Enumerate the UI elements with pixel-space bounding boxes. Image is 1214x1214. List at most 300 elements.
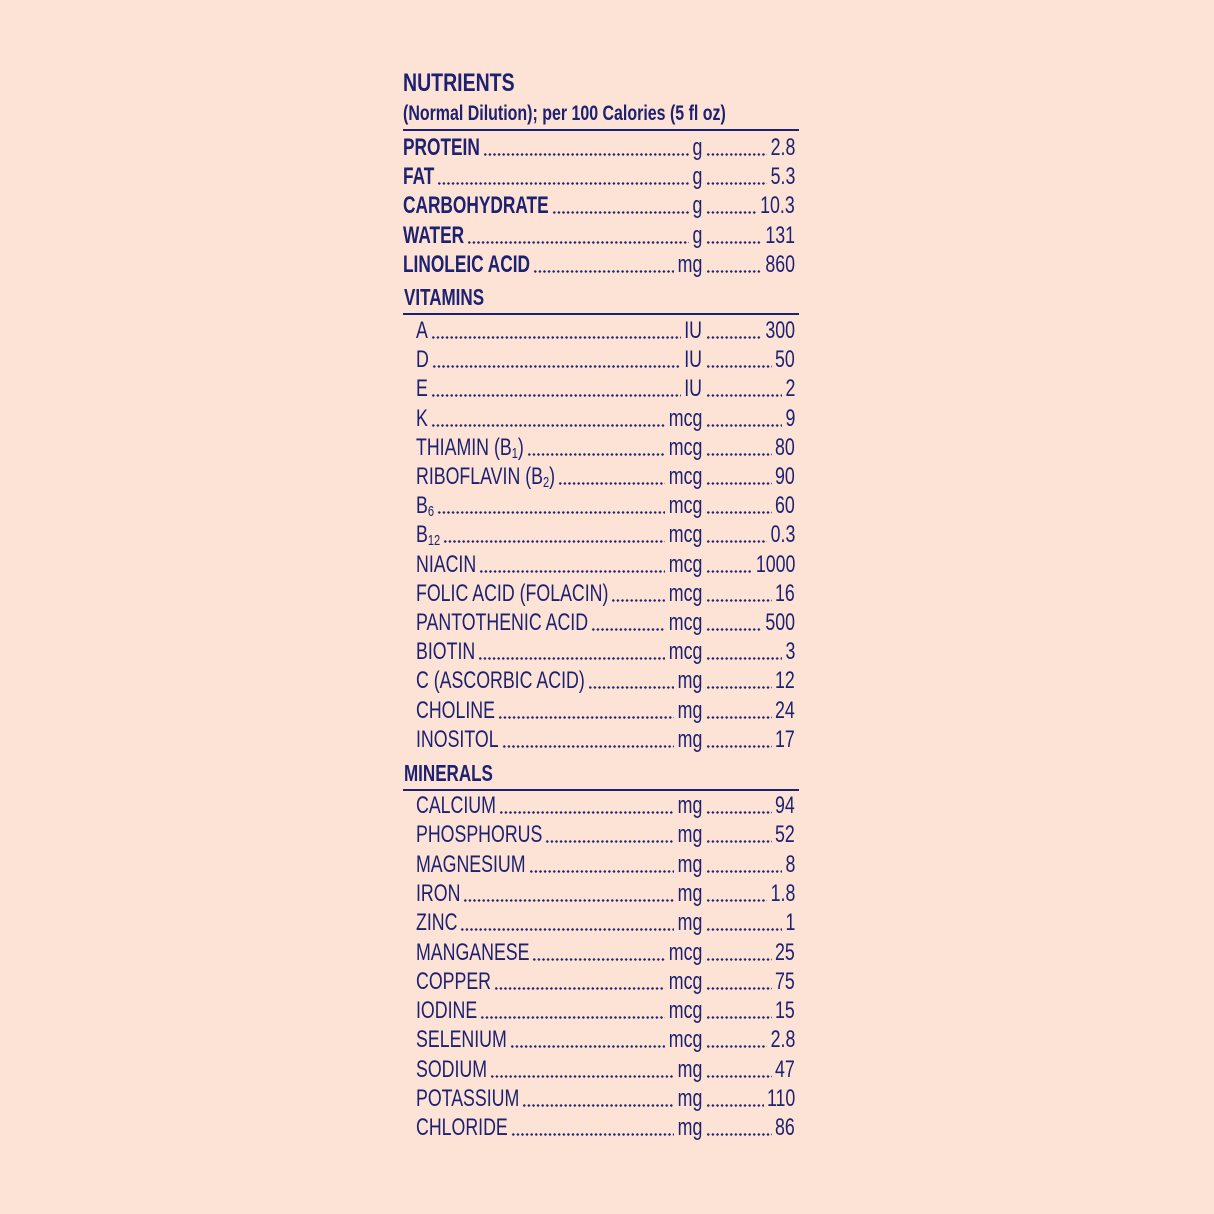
nutrient-row: [403, 1056, 795, 1084]
nutrient-value: [768, 792, 795, 820]
leader-dots: [443, 540, 665, 543]
nutrient-row: [403, 521, 795, 549]
subscript: 2: [542, 474, 550, 491]
nutrient-value: [782, 851, 795, 879]
unit-label: [669, 792, 702, 820]
nutrient-row: [403, 638, 795, 666]
unit-label: [678, 346, 702, 374]
unit-label: [669, 1085, 702, 1113]
nutrient-name: [403, 163, 447, 191]
value-text: 86: [775, 1114, 795, 1142]
value-text: 52: [775, 821, 795, 849]
nutrient-label: [416, 609, 588, 637]
name-text: D: [416, 346, 429, 374]
name-text: B: [416, 492, 428, 520]
leader-dots: [706, 182, 767, 185]
nutrient-value: [768, 697, 795, 725]
leader-dots: [706, 657, 782, 660]
nutrient-name: [416, 317, 432, 345]
nutrient-label: [416, 792, 496, 820]
nutrient-name: [416, 851, 564, 879]
leader-dots: [431, 336, 681, 339]
divider: [403, 129, 799, 131]
leader-dots: [706, 336, 762, 339]
nutrient-row: [403, 609, 795, 637]
leader-dots: [591, 628, 665, 631]
section-heading: [404, 759, 524, 787]
leader-dots: [706, 987, 772, 990]
nutrient-value: [768, 939, 795, 967]
leader-dots: [706, 628, 762, 631]
leader-dots: [706, 482, 772, 485]
unit-text: mg: [677, 667, 702, 695]
unit-text: g: [692, 134, 702, 161]
unit-text: IU: [684, 317, 702, 344]
unit-label: [669, 697, 702, 725]
name-text: K: [416, 404, 428, 432]
name-text: THIAMIN (B: [416, 433, 512, 461]
unit-label: [657, 463, 702, 491]
leader-dots: [706, 394, 782, 397]
value-text: 2: [785, 375, 795, 403]
unit-text: IU: [684, 346, 702, 374]
value-text: 8: [785, 850, 795, 878]
name-text: MAGNESIUM: [416, 850, 526, 878]
leader-dots: [706, 599, 772, 602]
unit-label: [669, 880, 702, 908]
unit-text: mcg: [668, 550, 702, 578]
unit-label: [657, 580, 702, 608]
leader-dots: [532, 958, 665, 961]
nutrient-label: [416, 1026, 507, 1054]
nutrient-row: [403, 492, 795, 520]
unit-text: mg: [677, 879, 702, 907]
nutrient-row: [403, 667, 795, 695]
nutrient-row: [403, 1085, 795, 1113]
leader-dots: [533, 270, 674, 273]
leader-dots: [706, 1075, 772, 1078]
section-heading-text: MINERALS: [404, 760, 493, 786]
value-text: 5.3: [770, 163, 795, 190]
leader-dots: [706, 1016, 772, 1019]
leader-dots: [432, 365, 681, 368]
unit-text: mcg: [668, 1026, 702, 1054]
nutrient-label: [403, 134, 480, 162]
value-text: 12: [775, 667, 795, 695]
nutrient-row: [403, 222, 795, 250]
unit-text: mcg: [668, 463, 702, 490]
leader-dots: [706, 211, 757, 214]
name-text: CHOLINE: [416, 696, 495, 724]
value-text: 500: [765, 609, 795, 636]
value-text: 3: [785, 638, 795, 666]
nutrient-label: [416, 851, 526, 879]
leader-dots: [511, 1133, 675, 1136]
nutrient-value: [762, 1026, 795, 1054]
leader-dots: [479, 570, 665, 573]
subscript: 12: [427, 532, 441, 550]
unit-text: g: [692, 222, 702, 249]
leader-dots: [480, 1016, 665, 1019]
leader-dots: [706, 840, 772, 843]
nutrient-value: [762, 163, 795, 191]
nutrient-row: [403, 880, 795, 908]
nutrient-label: [416, 667, 585, 695]
unit-text: mg: [677, 909, 702, 937]
nutrient-name: [403, 251, 579, 279]
nutrient-label: [416, 909, 457, 937]
nutrient-value: [768, 968, 795, 996]
nutrient-name: [416, 375, 432, 403]
value-text: 24: [775, 696, 795, 724]
unit-text: mg: [677, 1055, 702, 1083]
value-text: 15: [775, 997, 795, 1025]
name-text: LINOLEIC ACID: [403, 251, 531, 278]
nutrient-name: [416, 968, 517, 996]
name-text: SODIUM: [416, 1055, 488, 1083]
value-text: 1.8: [770, 879, 795, 907]
nutrient-row: [403, 1026, 795, 1054]
unit-text: mg: [677, 696, 702, 724]
name-text: INOSITOL: [416, 725, 499, 753]
name-text: NIACIN: [416, 550, 477, 578]
unit-text: mg: [677, 251, 702, 278]
nutrient-label: [403, 192, 549, 220]
leader-dots: [437, 511, 665, 514]
nutrient-name: [416, 997, 499, 1025]
nutrient-value: [768, 580, 795, 608]
section-heading-text: VITAMINS: [404, 284, 485, 310]
nutrient-value: [755, 317, 795, 345]
leader-dots: [545, 840, 674, 843]
value-text: 60: [775, 492, 795, 520]
nutrient-name: [416, 880, 476, 908]
nutrient-label: [416, 939, 529, 967]
unit-label: [657, 939, 702, 967]
leader-dots: [706, 540, 767, 543]
leader-dots: [558, 482, 665, 485]
nutrient-value: [782, 638, 795, 666]
unit-label: [657, 997, 702, 1025]
leader-dots: [706, 453, 772, 456]
value-text: 47: [775, 1055, 795, 1083]
unit-text: mg: [677, 850, 702, 878]
unit-text: mcg: [668, 404, 702, 432]
nutrient-value: [762, 521, 795, 549]
leader-dots: [706, 716, 772, 719]
name-text: CALCIUM: [416, 792, 496, 819]
name-suffix: ): [517, 433, 524, 461]
value-text: 16: [775, 579, 795, 607]
section-heading: [404, 283, 512, 311]
leader-dots: [706, 928, 782, 931]
nutrient-label: [403, 251, 530, 279]
name-text: MANGANESE: [416, 938, 530, 966]
leader-dots: [460, 928, 674, 931]
leader-dots: [529, 870, 675, 873]
nutrient-label: [416, 1056, 487, 1084]
value-text: 75: [775, 967, 795, 995]
nutrient-row: [403, 251, 795, 279]
name-text: IODINE: [416, 997, 478, 1025]
name-text: ZINC: [416, 909, 458, 937]
nutrient-value: [768, 1114, 795, 1142]
unit-text: mg: [677, 1114, 702, 1142]
leader-dots: [706, 365, 772, 368]
name-text: E: [416, 375, 428, 403]
name-text: FAT: [403, 163, 435, 190]
value-text: 9: [785, 404, 795, 432]
name-text: WATER: [403, 222, 465, 249]
value-text: 860: [765, 251, 795, 278]
nutrient-label: [403, 222, 464, 250]
name-text: A: [416, 317, 428, 344]
leader-dots: [437, 182, 689, 185]
nutrient-label: [416, 726, 499, 754]
nutrient-row: [403, 909, 795, 937]
unit-label: [657, 609, 702, 637]
nutrient-name: [416, 609, 648, 637]
unit-text: g: [692, 192, 702, 219]
name-text: CHLORIDE: [416, 1114, 508, 1142]
subscript: 6: [427, 503, 435, 521]
nutrient-label: [416, 638, 475, 666]
nutrient-name: [403, 192, 605, 220]
unit-text: IU: [684, 375, 702, 403]
unit-label: [657, 434, 702, 462]
leader-dots: [706, 241, 762, 244]
value-text: 94: [775, 792, 795, 819]
unit-label: [689, 163, 702, 191]
unit-text: g: [692, 163, 702, 190]
nutrient-row: [403, 551, 795, 579]
leader-dots: [490, 1075, 674, 1078]
name-text: POTASSIUM: [416, 1085, 520, 1112]
nutrient-row: [403, 463, 795, 491]
unit-text: mcg: [668, 609, 702, 636]
nutrient-name: [416, 346, 433, 374]
unit-label: [669, 821, 702, 849]
nutrient-label: [416, 551, 476, 579]
value-text: 80: [775, 433, 795, 461]
unit-label: [669, 667, 702, 695]
nutrient-name: [416, 1056, 512, 1084]
unit-label: [669, 1114, 702, 1142]
leader-dots: [706, 424, 782, 427]
nutrient-row: [403, 580, 795, 608]
name-text: IRON: [416, 879, 461, 907]
nutrient-name: [416, 667, 644, 695]
nutrient-value: [782, 375, 795, 403]
nutrient-name: [416, 821, 587, 849]
leader-dots: [706, 1045, 767, 1048]
value-text: 1: [785, 909, 795, 937]
leader-dots: [498, 716, 674, 719]
nutrient-value: [782, 909, 795, 937]
leader-dots: [467, 241, 689, 244]
unit-label: [669, 726, 702, 754]
nutrient-label: [416, 968, 491, 996]
leader-dots: [510, 1045, 666, 1048]
subscript: 1: [511, 444, 518, 462]
value-text: 50: [775, 346, 795, 374]
value-text: 300: [765, 317, 795, 344]
name-text: B: [416, 521, 428, 549]
nutrient-value: [768, 1056, 795, 1084]
value-text: 110: [766, 1085, 795, 1112]
unit-label: [657, 405, 702, 433]
nutrient-value: [768, 434, 795, 462]
nutrient-label: [416, 1114, 508, 1142]
nutrient-value: [768, 492, 795, 520]
nutrient-name: [403, 222, 488, 250]
nutrient-name: [416, 1026, 539, 1054]
unit-label: [657, 1026, 702, 1054]
nutrient-label: [416, 375, 428, 403]
nutrient-row: [403, 792, 795, 820]
nutrient-name: [403, 134, 510, 162]
nutrient-name: [416, 939, 569, 967]
name-text: PANTOTHENIC ACID: [416, 609, 589, 636]
leader-dots: [494, 987, 665, 990]
unit-label: [669, 251, 702, 279]
nutrient-row: [403, 726, 795, 754]
leader-dots: [706, 1104, 764, 1107]
unit-text: mcg: [668, 997, 702, 1025]
nutrient-label: [416, 697, 495, 725]
name-text: PHOSPHORUS: [416, 821, 543, 849]
unit-label: [657, 551, 702, 579]
leader-dots: [706, 870, 782, 873]
nutrient-row: [403, 434, 795, 462]
nutrient-row: [403, 1114, 795, 1142]
nutrient-value: [768, 463, 795, 491]
nutrient-name: [416, 638, 496, 666]
value-text: 2.8: [770, 1026, 795, 1054]
nutrient-name: [416, 726, 528, 754]
leader-dots: [552, 211, 690, 214]
leader-dots: [706, 1133, 772, 1136]
leader-dots: [706, 511, 772, 514]
value-text: 131: [765, 222, 795, 249]
unit-label: [689, 192, 702, 220]
name-text: RIBOFLAVIN (B: [416, 463, 543, 490]
nutrient-value: [768, 346, 795, 374]
nutrient-row: [403, 997, 795, 1025]
unit-text: mcg: [668, 492, 702, 520]
name-text: CARBOHYDRATE: [403, 192, 549, 219]
unit-text: mcg: [668, 579, 702, 607]
value-text: 0.3: [770, 521, 795, 549]
nutrient-label: [416, 880, 460, 908]
unit-label: [669, 909, 702, 937]
nutrient-value: [755, 222, 795, 250]
nutrient-value: [768, 997, 795, 1025]
unit-label: [657, 638, 702, 666]
value-text: 10.3: [760, 192, 795, 219]
unit-text: mg: [677, 1085, 702, 1112]
value-text: 1000: [755, 550, 795, 578]
nutrient-row: [403, 163, 795, 191]
nutrient-name: [416, 909, 472, 937]
unit-text: mcg: [668, 521, 702, 549]
unit-text: mg: [677, 725, 702, 753]
panel-subtitle: (Normal Dilution); per 100 Calories (5 fl oz): [403, 102, 726, 125]
leader-dots: [502, 745, 675, 748]
nutrient-label: [416, 317, 428, 345]
value-text: 90: [775, 463, 795, 490]
nutrient-row: [403, 405, 795, 433]
nutrient-value: [768, 726, 795, 754]
nutrient-name: [416, 405, 432, 433]
nutrient-row: [403, 317, 795, 345]
unit-label: [689, 222, 702, 250]
unit-text: mcg: [668, 967, 702, 995]
nutrient-value: [755, 251, 795, 279]
nutrient-row: [403, 851, 795, 879]
nutrient-row: [403, 192, 795, 220]
leader-dots: [706, 570, 752, 573]
nutrient-row: [403, 134, 795, 162]
leader-dots: [478, 657, 665, 660]
nutrient-name: [416, 792, 524, 820]
leader-dots: [483, 153, 689, 156]
unit-text: mcg: [668, 638, 702, 666]
name-text: SELENIUM: [416, 1026, 507, 1054]
nutrient-label: [416, 346, 429, 374]
leader-dots: [706, 153, 767, 156]
unit-label: [669, 851, 702, 879]
unit-text: mg: [677, 792, 702, 819]
nutrient-name: [416, 1114, 540, 1142]
name-text: COPPER: [416, 967, 492, 995]
section-divider: [403, 789, 799, 791]
leader-dots: [706, 270, 762, 273]
unit-text: mcg: [668, 938, 702, 966]
nutrient-name: [416, 551, 497, 579]
nutrient-value: [782, 405, 795, 433]
nutrient-row: [403, 968, 795, 996]
unit-text: mcg: [668, 433, 702, 461]
nutrient-row: [403, 697, 795, 725]
name-text: C (ASCORBIC ACID): [416, 667, 585, 695]
leader-dots: [499, 811, 674, 814]
leader-dots: [611, 599, 665, 602]
nutrient-row: [403, 346, 795, 374]
value-text: 25: [775, 938, 795, 966]
nutrient-value: [762, 880, 795, 908]
nutrient-label: [416, 821, 542, 849]
leader-dots: [431, 424, 666, 427]
unit-label: [657, 492, 702, 520]
nutrient-row: [403, 375, 795, 403]
nutrient-label: [416, 1085, 519, 1113]
leader-dots: [706, 686, 772, 689]
nutrient-name: [416, 697, 523, 725]
leader-dots: [522, 1104, 674, 1107]
nutrient-value: [768, 821, 795, 849]
unit-label: [689, 134, 702, 162]
nutrient-label: [403, 163, 434, 191]
nutrient-value: [768, 667, 795, 695]
leader-dots: [527, 453, 666, 456]
name-text: PROTEIN: [403, 134, 480, 161]
nutrient-name: [416, 580, 676, 608]
nutrient-value: [742, 551, 795, 579]
leader-dots: [588, 686, 675, 689]
unit-text: mg: [677, 821, 702, 849]
nutrient-label: [416, 580, 608, 608]
